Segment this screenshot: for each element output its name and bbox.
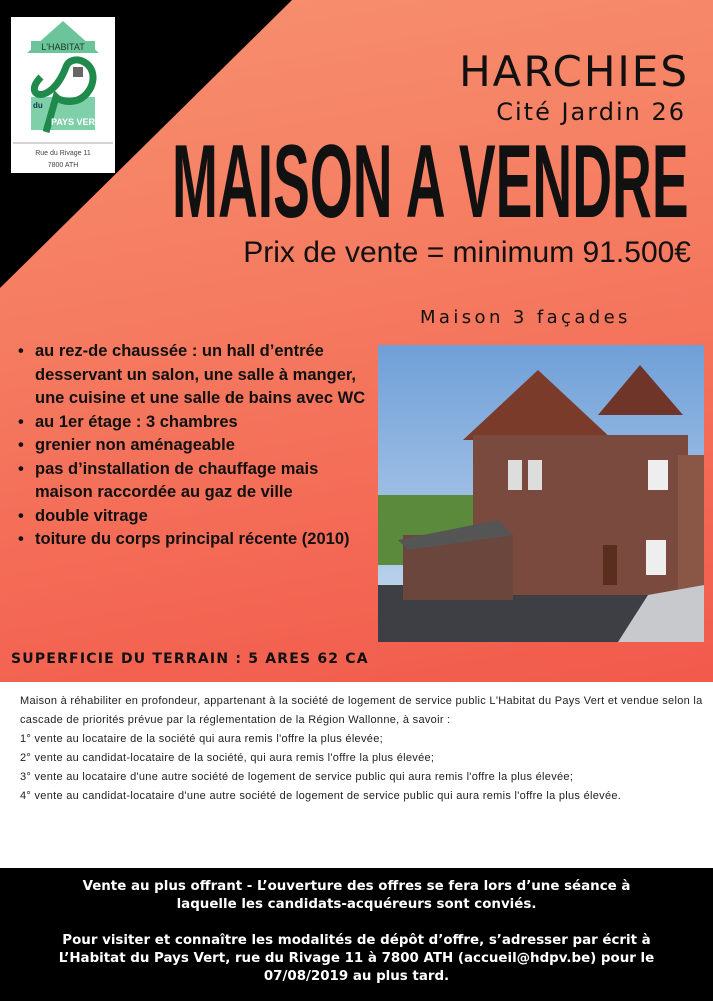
priority-item: 4° vente au candidat-locataire d'une autre société de logement de service public qui aura remis l'offre la plus élevée. — [20, 790, 622, 802]
land-area: SUPERFICIE DU TERRAIN : 5 ARES 62 CA — [11, 651, 369, 667]
house-type: Maison 3 façades — [420, 307, 631, 328]
logo-text-habitat: L'HABITAT — [41, 42, 85, 52]
sale-price: Prix de vente = minimum 91.500€ — [243, 236, 691, 269]
list-item: • pas d’installation de chauffage mais maison raccordée au gaz de ville — [18, 458, 376, 505]
logo-text-du: du — [33, 101, 43, 110]
logo-text-pays-vert: PAYS VERT — [51, 117, 101, 127]
description — [20, 692, 705, 806]
list-item: • au 1er étage : 3 chambres — [18, 411, 376, 435]
street-address: Cité Jardin 26 — [496, 98, 686, 126]
logo-address-2: 7800 ATH — [47, 162, 79, 169]
list-item: • double vitrage — [18, 505, 376, 529]
priority-item: 1° vente au locataire de la société qui aura remis l'offre la plus élevée; — [20, 733, 383, 745]
page-title: MAISON A VENDRE — [172, 124, 689, 240]
footer-contact-info: Pour visiter et connaître les modalités de dépôt d’offre, s’adresser par écrit à L’Habitat du Pays Vert, rue du Rivage 11 à 7800 ATH (accueil@hdpv.be) pour le 07/08/2019 au plus tard. — [58, 933, 655, 984]
list-item: • au rez-de chaussée : un hall d’entrée desservant un salon, une salle à manger, une cuisine et une salle de bains avec WC — [18, 340, 376, 411]
footer-sale-info: Vente au plus offrant - L’ouverture des offres se fera lors d’une séance à laquelle les candidats-acquéreurs sont conviés. — [82, 879, 631, 912]
logo-address-1: Rue du Rivage 11 — [35, 150, 91, 157]
footer — [0, 868, 713, 1001]
description-intro: Maison à réhabiliter en profondeur, appartenant à la société de logement de service public L'Habitat du Pays Vert et vendue selon la cascade de priorités prévue par la réglementation de la Région Wallonne, à savoir : — [20, 695, 703, 726]
list-item: • grenier non aménageable — [18, 434, 376, 458]
list-item: • toiture du corps principal récente (2010) — [18, 528, 376, 552]
features-list — [18, 340, 376, 552]
house-photo — [378, 345, 704, 642]
habitat-pays-vert-logo — [11, 17, 115, 173]
priority-item: 2° vente au candidat-locataire de la société, qui aura remis l'offre la plus élevée; — [20, 752, 435, 764]
priority-item: 3° vente au locataire d'une autre société de logement de service public qui aura remis l'offre la plus élevée; — [20, 771, 574, 783]
city-name: HARCHIES — [459, 47, 689, 96]
